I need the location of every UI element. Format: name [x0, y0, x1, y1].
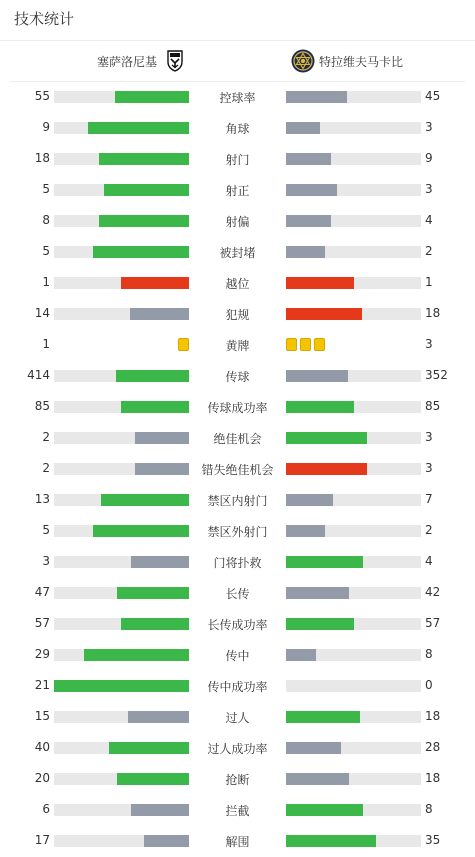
stat-row	[0, 825, 475, 856]
home-stat-value: 55	[34, 89, 50, 103]
away-stat-bar	[286, 587, 349, 599]
stat-row	[0, 143, 475, 174]
home-stat-bar	[135, 463, 189, 475]
home-stat-bar	[121, 618, 189, 630]
away-stat-value: 45	[425, 89, 441, 103]
home-stat-bar	[116, 370, 189, 382]
away-stat-bar	[286, 370, 348, 382]
home-stat-bar-track	[54, 618, 189, 630]
away-stat-bar-track	[286, 184, 421, 196]
home-stat-value: 13	[34, 492, 50, 506]
stat-row	[0, 112, 475, 143]
stat-row	[0, 639, 475, 670]
stat-row	[0, 453, 475, 484]
home-stat-bar	[131, 556, 189, 568]
stat-label: 长传	[225, 587, 250, 601]
stat-row	[0, 329, 475, 360]
away-stat-bar-track	[286, 525, 421, 537]
home-stat-value: 3	[42, 554, 50, 568]
away-stat-value: 85	[425, 399, 441, 413]
away-stat-value: 28	[425, 740, 441, 754]
away-stat-value: 8	[425, 647, 433, 661]
yellow-card-icon	[178, 338, 189, 351]
away-stat-value: 3	[425, 182, 433, 196]
away-stat-bar	[286, 773, 349, 785]
away-stat-value: 4	[425, 554, 433, 568]
home-stat-value: 1	[42, 337, 50, 351]
home-stat-bar	[115, 91, 189, 103]
yellow-card-icon	[286, 338, 297, 351]
home-stat-bar-track	[54, 370, 189, 382]
home-stat-value: 5	[42, 182, 50, 196]
home-stat-value: 2	[42, 461, 50, 475]
home-stat-value: 17	[34, 833, 50, 847]
home-stat-value: 20	[34, 771, 50, 785]
stat-label: 传球	[225, 370, 250, 384]
away-stat-value: 352	[425, 368, 448, 382]
away-stat-bar-track	[286, 649, 421, 661]
stat-label: 绝佳机会	[213, 432, 262, 446]
home-stat-value: 29	[34, 647, 50, 661]
stat-row	[0, 174, 475, 205]
yellow-card-icon	[314, 338, 325, 351]
away-stat-bar-track	[286, 835, 421, 847]
home-stat-bar	[144, 835, 189, 847]
away-stat-bar	[286, 649, 316, 661]
stat-label: 射门	[225, 153, 250, 167]
home-stat-value: 9	[42, 120, 50, 134]
stat-row	[0, 515, 475, 546]
home-stat-value: 1	[42, 275, 50, 289]
stat-label: 被封堵	[219, 246, 256, 260]
stat-row	[0, 794, 475, 825]
page-title: 技术统计	[14, 10, 75, 28]
away-stat-value: 4	[425, 213, 433, 227]
away-stat-value: 3	[425, 337, 433, 351]
home-stat-bar-track	[54, 711, 189, 723]
away-stat-bar-track	[286, 680, 421, 692]
stat-label: 控球率	[219, 91, 256, 105]
stat-row	[0, 298, 475, 329]
stat-label: 黄牌	[225, 339, 250, 353]
home-stat-value: 18	[34, 151, 50, 165]
away-stat-bar-track	[286, 122, 421, 134]
away-stat-bar-track	[286, 91, 421, 103]
stat-row	[0, 732, 475, 763]
stat-label: 射偏	[225, 215, 250, 229]
away-stat-bar-track	[286, 773, 421, 785]
away-stat-bar	[286, 401, 354, 413]
away-stat-bar-track	[286, 215, 421, 227]
away-team-name: 特拉维夫马卡比	[319, 54, 404, 69]
home-stat-bar-track	[54, 153, 189, 165]
stat-row	[0, 422, 475, 453]
home-stat-bar	[117, 587, 189, 599]
stat-label: 拦截	[225, 804, 250, 818]
home-team-name: 塞萨洛尼基	[96, 54, 157, 69]
away-stat-bar-track	[286, 711, 421, 723]
paok-crest-icon	[163, 49, 187, 73]
yellow-card-icon	[300, 338, 311, 351]
stat-row	[0, 701, 475, 732]
away-stat-bar	[286, 556, 363, 568]
away-yellow-cards	[286, 338, 325, 351]
home-stat-bar	[131, 804, 189, 816]
home-stat-value: 2	[42, 430, 50, 444]
away-stat-value: 18	[425, 709, 441, 723]
home-stat-bar	[88, 122, 189, 134]
away-stat-bar-track	[286, 153, 421, 165]
away-stat-bar-track	[286, 494, 421, 506]
away-stat-value: 18	[425, 771, 441, 785]
home-stat-bar-track	[54, 401, 189, 413]
home-stat-value: 8	[42, 213, 50, 227]
away-stat-bar	[286, 432, 367, 444]
teams-header	[10, 41, 465, 82]
home-team[interactable]	[97, 41, 187, 81]
stat-label: 长传成功率	[207, 618, 268, 632]
home-stat-bar	[54, 680, 189, 692]
home-stat-bar-track	[54, 649, 189, 661]
home-stat-bar	[84, 649, 189, 661]
home-stat-bar-track	[54, 494, 189, 506]
stat-label: 禁区内射门	[207, 494, 268, 508]
away-stat-value: 3	[425, 461, 433, 475]
home-stat-value: 5	[42, 523, 50, 537]
stat-row	[0, 391, 475, 422]
away-stat-bar	[286, 618, 354, 630]
home-stat-bar-track	[54, 277, 189, 289]
away-stat-bar	[286, 525, 325, 537]
away-stat-bar	[286, 277, 354, 289]
home-stat-bar-track	[54, 432, 189, 444]
stat-label: 传中	[225, 649, 250, 663]
away-stat-bar	[286, 308, 362, 320]
away-stat-value: 18	[425, 306, 441, 320]
home-stat-bar-track	[54, 308, 189, 320]
stat-row	[0, 484, 475, 515]
away-stat-bar-track	[286, 370, 421, 382]
home-stat-bar-track	[54, 463, 189, 475]
home-stat-bar	[121, 401, 189, 413]
away-stat-bar-track	[286, 277, 421, 289]
away-stat-value: 3	[425, 120, 433, 134]
stat-label: 传球成功率	[207, 401, 268, 415]
stat-row	[0, 205, 475, 236]
home-stat-bar	[135, 432, 189, 444]
home-stat-bar-track	[54, 525, 189, 537]
stat-row	[0, 577, 475, 608]
away-stat-bar-track	[286, 401, 421, 413]
away-stat-bar	[286, 246, 325, 258]
home-stat-bar	[99, 153, 189, 165]
stat-row	[0, 670, 475, 701]
stat-label: 越位	[225, 277, 250, 291]
away-stat-value: 0	[425, 678, 433, 692]
away-stat-bar-track	[286, 742, 421, 754]
away-stat-bar-track	[286, 308, 421, 320]
away-stat-value: 8	[425, 802, 433, 816]
stat-label: 犯规	[225, 308, 250, 322]
stat-row	[0, 81, 475, 112]
home-stat-bar	[109, 742, 189, 754]
stat-label: 禁区外射门	[207, 525, 268, 539]
stat-row	[0, 360, 475, 391]
away-stat-bar	[286, 835, 376, 847]
stat-label: 传中成功率	[207, 680, 268, 694]
away-team[interactable]	[291, 41, 403, 81]
home-stat-bar-track	[54, 184, 189, 196]
stat-row	[0, 763, 475, 794]
away-stat-bar-track	[286, 587, 421, 599]
stat-label: 角球	[225, 122, 250, 136]
away-stat-value: 1	[425, 275, 433, 289]
away-stat-bar	[286, 494, 333, 506]
away-stat-bar	[286, 742, 341, 754]
home-stat-bar-track	[54, 835, 189, 847]
home-stat-bar-track	[54, 587, 189, 599]
home-stat-bar	[128, 711, 189, 723]
stat-label: 射正	[225, 184, 250, 198]
away-stat-bar-track	[286, 246, 421, 258]
stats-list	[0, 81, 475, 856]
away-stat-bar-track	[286, 463, 421, 475]
home-stat-bar-track	[54, 773, 189, 785]
maccabi-tel-aviv-crest-icon	[291, 49, 315, 73]
home-stat-value: 47	[34, 585, 50, 599]
home-stat-bar	[104, 184, 189, 196]
stat-row	[0, 608, 475, 639]
away-stat-bar	[286, 91, 347, 103]
home-stat-bar	[93, 246, 189, 258]
away-stat-bar	[286, 463, 367, 475]
home-stat-bar-track	[54, 804, 189, 816]
stat-label: 门将扑救	[213, 556, 262, 570]
stat-label: 抢断	[225, 773, 250, 787]
home-stat-bar-track	[54, 742, 189, 754]
home-stat-bar	[101, 494, 189, 506]
home-stat-value: 14	[34, 306, 50, 320]
home-stat-bar	[121, 277, 189, 289]
away-stat-bar	[286, 215, 331, 227]
stat-label: 过人	[225, 711, 250, 725]
stat-row	[0, 546, 475, 577]
home-stat-bar	[117, 773, 189, 785]
home-stat-value: 85	[34, 399, 50, 413]
home-yellow-cards	[178, 338, 189, 351]
away-stat-bar	[286, 184, 337, 196]
stat-row	[0, 236, 475, 267]
stat-label: 过人成功率	[207, 742, 268, 756]
home-stat-bar-track	[54, 680, 189, 692]
away-stat-value: 2	[425, 244, 433, 258]
home-stat-value: 414	[27, 368, 50, 382]
away-stat-bar-track	[286, 556, 421, 568]
home-stat-bar-track	[54, 91, 189, 103]
away-stat-bar-track	[286, 804, 421, 816]
away-stat-value: 35	[425, 833, 441, 847]
away-stat-bar	[286, 122, 320, 134]
home-stat-value: 6	[42, 802, 50, 816]
stat-label: 错失绝佳机会	[201, 463, 274, 477]
away-stat-bar	[286, 804, 363, 816]
home-stat-bar-track	[54, 246, 189, 258]
away-stat-bar	[286, 153, 331, 165]
home-stat-value: 21	[34, 678, 50, 692]
away-stat-bar-track	[286, 432, 421, 444]
home-stat-value: 57	[34, 616, 50, 630]
home-stat-bar	[130, 308, 189, 320]
away-stat-bar-track	[286, 618, 421, 630]
stat-row	[0, 267, 475, 298]
home-stat-bar-track	[54, 215, 189, 227]
away-stat-value: 2	[425, 523, 433, 537]
away-stat-value: 9	[425, 151, 433, 165]
away-stat-value: 57	[425, 616, 441, 630]
home-stat-bar-track	[54, 122, 189, 134]
home-stat-bar	[99, 215, 189, 227]
away-stat-value: 7	[425, 492, 433, 506]
away-stat-bar	[286, 711, 360, 723]
home-stat-bar	[93, 525, 189, 537]
home-stat-bar-track	[54, 556, 189, 568]
home-stat-value: 15	[34, 709, 50, 723]
stat-label: 解围	[225, 835, 250, 849]
home-stat-value: 5	[42, 244, 50, 258]
away-stat-value: 42	[425, 585, 441, 599]
away-stat-value: 3	[425, 430, 433, 444]
home-stat-value: 40	[34, 740, 50, 754]
